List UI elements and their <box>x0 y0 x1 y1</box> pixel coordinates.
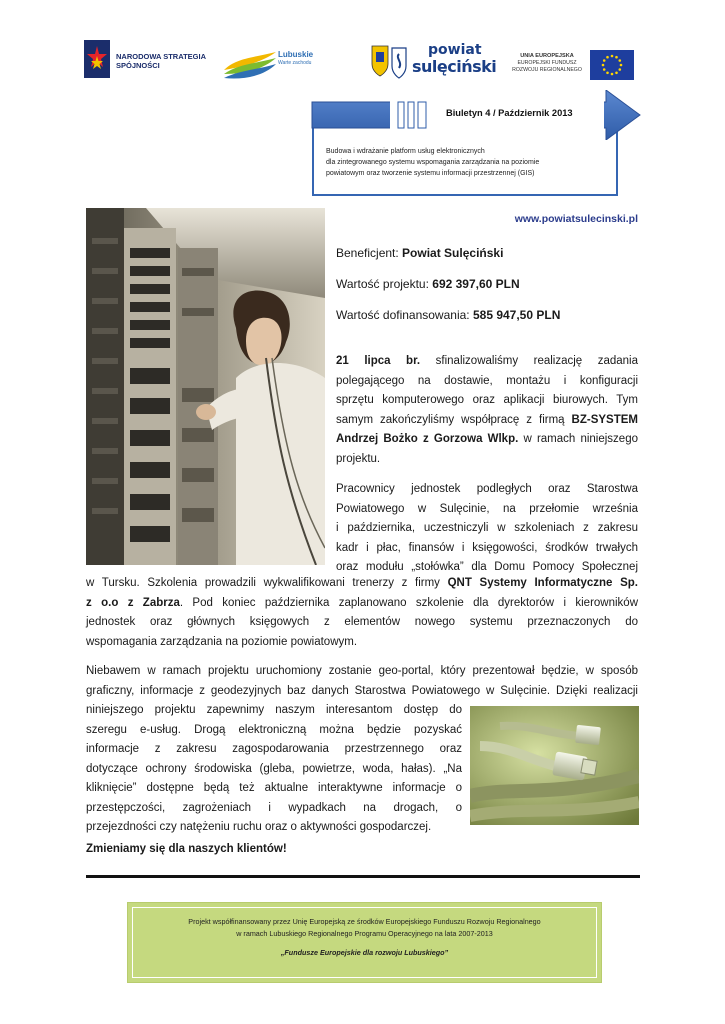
p1-company-2: Andrzej Bożko z Gorzowa Wlkp. <box>336 433 519 445</box>
p2-line6 <box>86 574 638 594</box>
p2-line3: i października, uczestniczyli w szkoleniach z zakresu <box>336 522 638 534</box>
p2-line9: wspomagania zarządzania na poziomie powiatowym. <box>86 635 358 648</box>
bulletin-label: Biuletyn 4 / Październik 2013 <box>446 108 573 118</box>
logo-eu-line2: EUROPEJSKI FUNDUSZ <box>517 60 577 66</box>
cofunding-label: Wartość dofinansowania: <box>336 308 473 322</box>
p2-line7-text: . Pod koniec października zaplanowano szkolenie dla dyrektorów i kierowników <box>179 596 638 609</box>
logo-powiat-text: powiat <box>428 42 482 58</box>
p1-line1-text: sfinalizowaliśmy realizację zadania <box>420 355 639 367</box>
p1-date: 21 lipca br. <box>336 355 421 367</box>
footer-slogan: „Fundusze Europejskie dla rozwoju Lubuskiego” <box>280 948 449 957</box>
footer-line-1: Projekt współfinansowany przez Unię Europejską ze środków Europejskiego Funduszu Rozwoju Regionalnego <box>188 917 541 926</box>
bulletin-desc-line3: powiatowym oraz tworzenie systemu informacji przestrzennej (GIS) <box>326 170 535 177</box>
paragraph-1 <box>336 352 638 469</box>
bulletin-arrow <box>306 90 642 140</box>
cables-image <box>470 706 639 825</box>
p1-line2: polegającego na dostawie, montażu i konfiguracji <box>336 374 638 387</box>
lubuskie-wave-icon <box>222 48 278 82</box>
footer-box <box>127 902 602 983</box>
p1-line4 <box>336 411 638 431</box>
p3-line8: przestępczości, zagrożeniach i wypadkach na drogach, o <box>86 801 462 814</box>
paragraph-3-wrapped <box>86 701 462 818</box>
coat-of-arms-icon <box>370 44 410 82</box>
logo-eu-text <box>508 53 586 74</box>
p2-line5: oraz modułu „stołówka” dla Domu Pomocy Społecznej <box>336 561 638 573</box>
p1-line6: projektu. <box>336 452 381 465</box>
logo-lubuskie-text: Lubuskie <box>278 50 314 59</box>
paragraph-2 <box>336 480 638 578</box>
logo-ns-text: NARODOWA STRATEGIA SPÓJNOŚCI <box>116 52 206 70</box>
project-value <box>336 275 638 295</box>
logo-eu <box>508 50 638 82</box>
cofunding-amount: 585 947,50 PLN <box>472 308 561 322</box>
p3-line7: kliknięcie” dostępne będą też aktualne interaktywne informacje o <box>86 782 462 794</box>
divider-line <box>86 875 640 878</box>
p2-line1: Pracownicy jednostek podległych oraz Starostwa <box>336 483 638 495</box>
p2-line8: jednostek oraz głównych księgowych z elementów nowego systemu przeznaczonych do <box>86 616 638 628</box>
project-value-label: Wartość projektu: <box>336 277 433 291</box>
logo-narodowa-strategia <box>84 40 204 86</box>
eu-flag-icon <box>590 50 634 80</box>
paragraph-2-continued <box>86 574 638 652</box>
p2-line2: Powiatowego w Sulęcinie, na przełomie września <box>336 502 638 515</box>
cofunding-value <box>336 306 638 326</box>
p1-line5-text: w ramach niniejszego <box>518 433 638 445</box>
p1-line5 <box>336 430 638 450</box>
p3-line1: Niebawem w ramach projektu uruchomiony zostanie geo-portal, który prezentował będzie, w sposób <box>86 665 638 677</box>
p2-company-1: QNT Systemy Informatyczne Sp. <box>447 577 638 589</box>
ns-star-icon <box>84 40 110 84</box>
logo-eu-line3: ROZWOJU REGIONALNEGO <box>512 67 582 73</box>
logo-lubuskie <box>222 48 332 82</box>
website-link[interactable]: www.powiatsulecinski.pl <box>514 213 638 225</box>
p3-line5: informacje z zakresu zagospodarowania przestrzennego oraz <box>86 743 462 755</box>
logo-powiat-text-2: sulęciński <box>412 57 497 76</box>
logo-lubuskie-sub: Warte zachodu <box>278 60 312 66</box>
bulletin-desc-line2: dla zintegrowanego systemu wspomagania zarządzania na poziomie <box>326 159 540 166</box>
bulletin-description <box>326 146 539 179</box>
p3-line4: szeregu e-usług. Drogą elektroniczną można będzie pozyskać <box>86 723 462 736</box>
p3-line9: przejezdności czy natężeniu ruchu oraz o aktywności gospodarczej. <box>86 821 432 833</box>
p2-line4: kadr i płac, finansów i księgowości, środków trwałych <box>336 541 638 554</box>
logo-powiat <box>370 42 497 84</box>
p1-line4-text: samym zakończyliśmy współpracę z firmą <box>336 413 572 426</box>
p2-line6-text: w Tursku. Szkolenia prowadzili wykwalifikowani trenerzy z firmy <box>86 577 448 589</box>
logo-eu-line1: UNIA EUROPEJSKA <box>520 53 574 59</box>
p2-company-2: z o.o z Zabrza <box>86 596 180 609</box>
p1-line3: sprzętu komputerowego oraz aplikacji biurowych. Tym <box>336 394 638 406</box>
paragraph-3-last <box>86 818 486 838</box>
p2-line7 <box>86 594 638 614</box>
paragraph-3 <box>86 662 638 701</box>
beneficiary <box>336 244 638 264</box>
beneficiary-value: Powiat Sulęciński <box>402 246 504 260</box>
closing-slogan: Zmieniamy się dla naszych klientów! <box>86 843 287 855</box>
server-rack-image <box>86 208 325 565</box>
p3-line3: niniejszego projektu zapewnimy naszym interesantom dostęp do <box>86 704 462 716</box>
project-value-amount: 692 397,60 PLN <box>432 277 520 291</box>
server-room-photo <box>86 208 325 565</box>
p1-line1 <box>336 352 638 372</box>
network-cables-photo <box>470 706 639 825</box>
p1-company-1: BZ-SYSTEM <box>571 413 638 426</box>
footer-inner <box>132 907 597 978</box>
p3-line2: graficzny, informacje z geodezyjnych baz danych Starostwa Powiatowego w Sulęcinie. Dzięki realizacji <box>86 684 638 697</box>
p3-line6: dotyczące ochrony środowiska (gleba, powietrze, woda, hałas). „Na <box>86 762 462 775</box>
bulletin-desc-line1: Budowa i wdrażanie platform usług elektronicznych <box>326 148 485 155</box>
beneficiary-label: Beneficjent: <box>336 246 403 260</box>
footer-line-2: w ramach Lubuskiego Regionalnego Programu Operacyjnego na lata 2007-2013 <box>236 929 493 938</box>
